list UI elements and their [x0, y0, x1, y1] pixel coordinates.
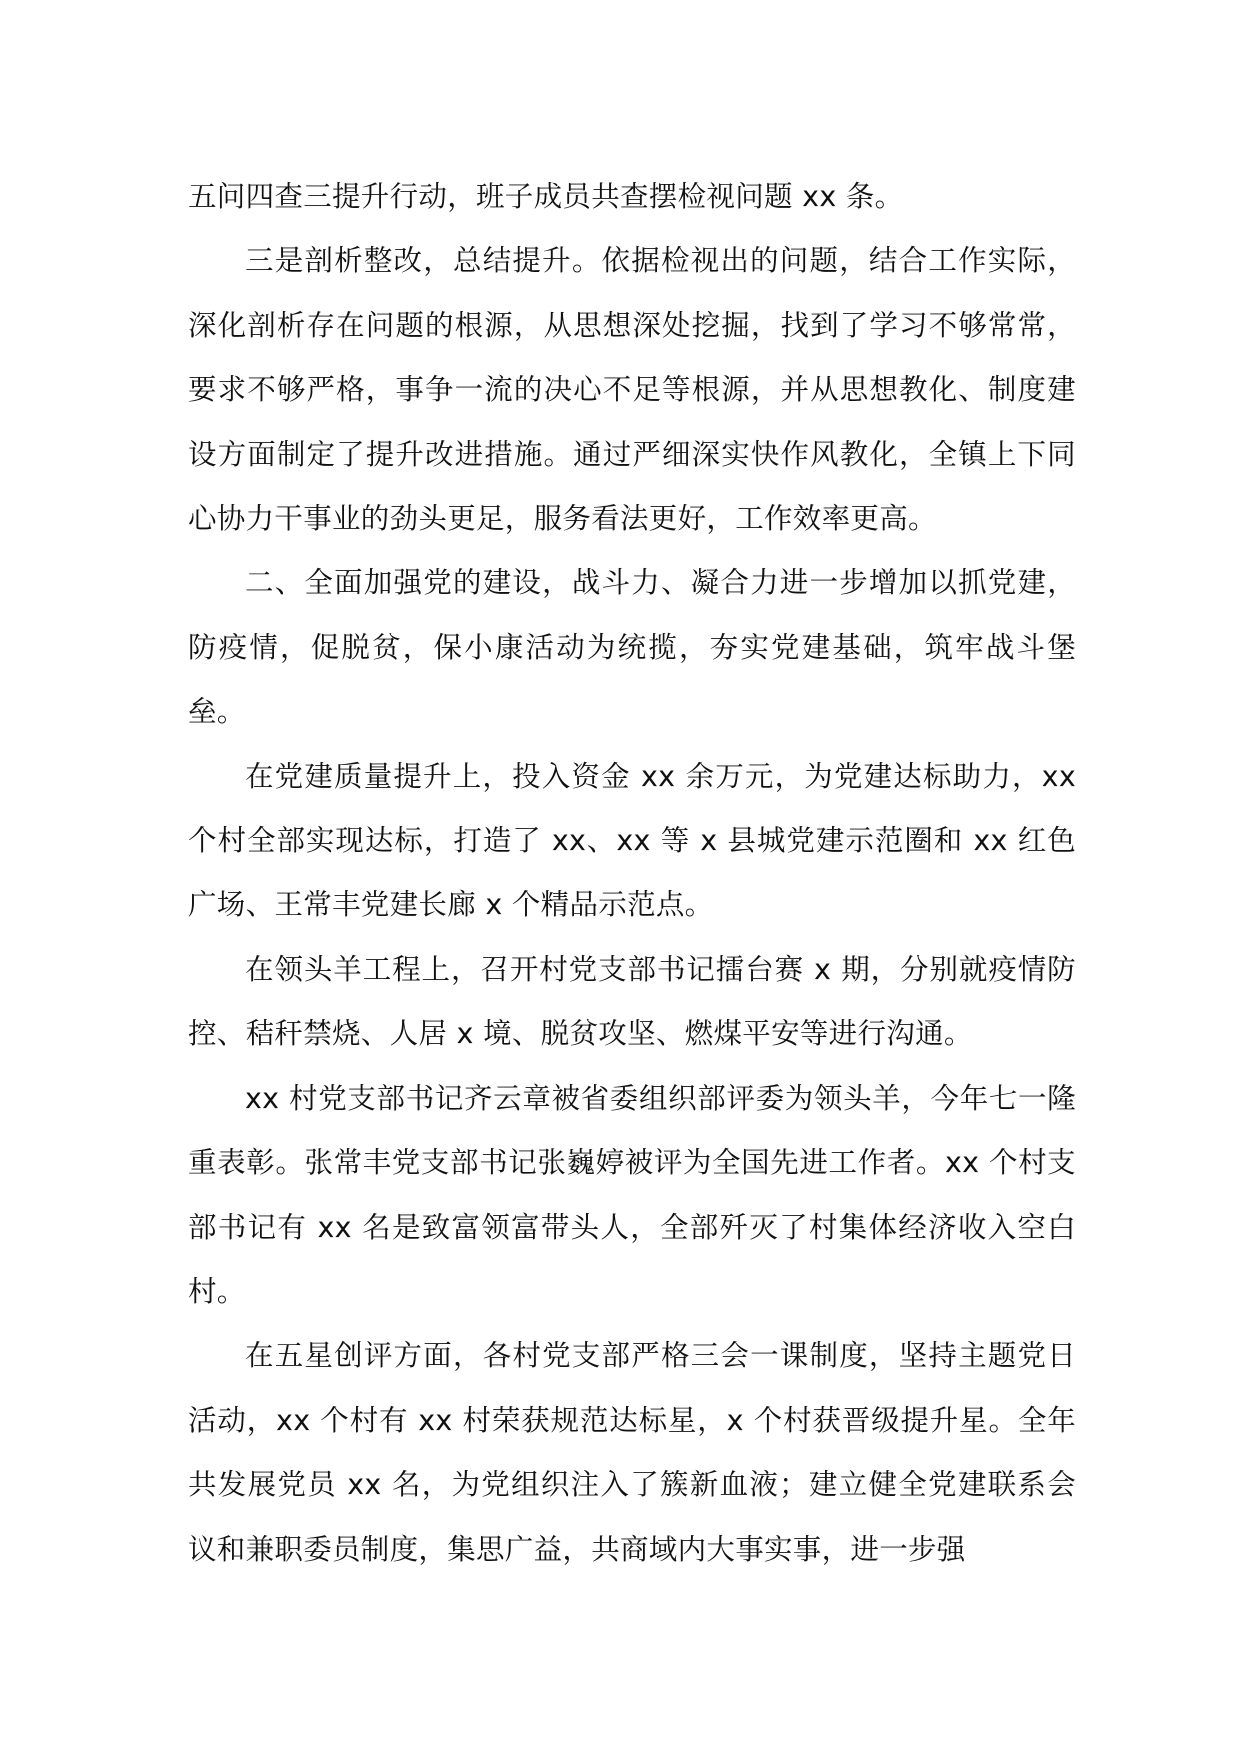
paragraph-continuation: 五问四查三提升行动，班子成员共查摆检视问题 xx 条。	[188, 180, 904, 213]
paragraph-commendation: xx 村党支部书记齐云章被省委组织部评委为领头羊，今年七一隆重表彰。张常丰党支部书记张巍婷被评为全国先进工作者。xx 个村支部书记有 xx 名是致富领富带头人，全部歼灭了村集体经济收入空白村。	[188, 1081, 1076, 1308]
paragraph-five-star: 在五星创评方面，各村党支部严格三会一课制度，坚持主题党日活动，xx 个村有 xx 村荣获规范达标星，x 个村获晋级提升星。全年共发展党员 xx 名，为党组织注入了簇新血液；建立健全党建联系会议和兼职委员制度，集思广益，共商域内大事实事，进一步强	[188, 1339, 1076, 1566]
body-text	[188, 165, 1076, 1582]
paragraph-leader-project: 在领头羊工程上，召开村党支部书记擂台赛 x 期，分别就疫情防控、秸秆禁烧、人居 x 境、脱贫攻坚、燃煤平安等进行沟通。	[188, 952, 1076, 1051]
paragraph-analysis-rectification: 三是剖析整改，总结提升。依据检视出的问题，结合工作实际，深化剖析存在问题的根源，从思想深处挖掘，找到了学习不够常常，要求不够严格，事争一流的决心不足等根源，并从思想教化、制度建设方面制定了提升改进措施。通过严细深实快作风教化，全镇上下同心协力干事业的劲头更足，服务看法更好，工作效率更高。	[188, 244, 1076, 536]
paragraph-party-building-heading: 二、全面加强党的建设，战斗力、凝合力进一步增加以抓党建，防疫情，促脱贫，保小康活动为统揽，夯实党建基础，筑牢战斗堡垒。	[188, 566, 1076, 729]
paragraph-quality-improvement: 在党建质量提升上，投入资金 xx 余万元，为党建达标助力，xx 个村全部实现达标，打造了 xx、xx 等 x 县城党建示范圈和 xx 红色广场、王常丰党建长廊 x 个精品示范点。	[188, 759, 1076, 922]
